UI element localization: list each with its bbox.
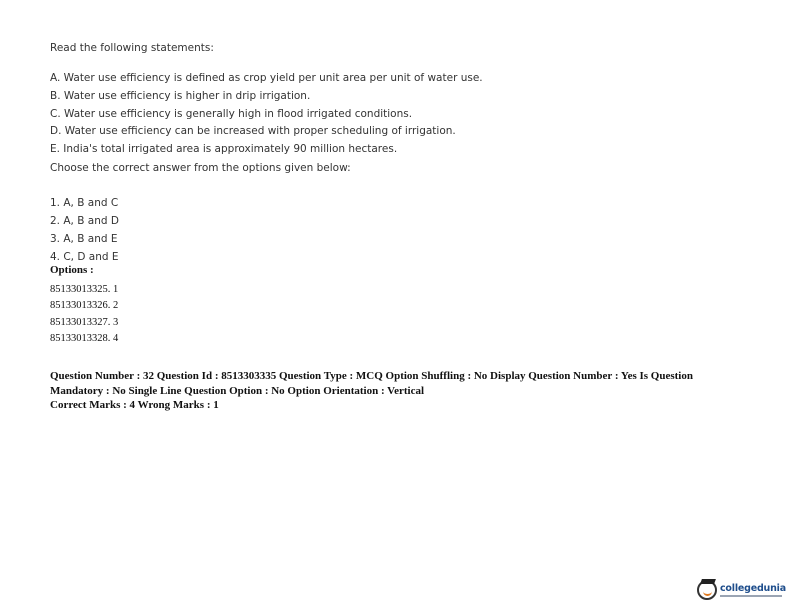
- marks-line: Correct Marks : 4 Wrong Marks : 1: [50, 399, 219, 411]
- statement-c: C. Water use efficiency is generally high in flood irrigated conditions.: [50, 107, 413, 120]
- options-list: [50, 282, 118, 348]
- logo-tagline-bar: [720, 595, 782, 597]
- statement-a: A. Water use efficiency is defined as crop yield per unit area per unit of water use.: [50, 72, 483, 84]
- logo-wordmark: collegedunia: [720, 582, 786, 594]
- option-item: 85133013328. 4: [50, 333, 119, 345]
- statement-b: B. Water use efficiency is higher in drip irrigation.: [50, 89, 311, 102]
- option-item: 85133013327. 3: [50, 316, 119, 328]
- collegedunia-logo: [697, 577, 787, 603]
- answer-choice-2: 2. A, B and D: [50, 214, 119, 227]
- question-intro: Read the following statements:: [50, 42, 214, 54]
- option-item: 85133013325. 1: [50, 284, 119, 295]
- option-item: 85133013326. 2: [50, 300, 119, 312]
- question-block: [50, 42, 750, 266]
- metadata-line: Question Number : 32 Question Id : 8513303335 Question Type : MCQ Option Shuffling : No Display Question Number : Yes Is Question Mandatory : No Single Line Question Option : No Option Orientation : Vertical: [50, 370, 693, 397]
- choose-instruction: Choose the correct answer from the options given below:: [50, 161, 351, 174]
- question-metadata: [50, 369, 740, 413]
- statement-d: D. Water use efficiency can be increased with proper scheduling of irrigation.: [50, 125, 456, 138]
- answer-choice-3: 3. A, B and E: [50, 232, 118, 245]
- statement-e: E. India's total irrigated area is approximately 90 million hectares.: [50, 143, 398, 156]
- graduate-mascot-icon: [697, 580, 717, 600]
- options-heading: Options :: [50, 264, 94, 276]
- answer-choice-4: 4. C, D and E: [50, 250, 119, 263]
- answer-choice-1: 1. A, B and C: [50, 196, 119, 209]
